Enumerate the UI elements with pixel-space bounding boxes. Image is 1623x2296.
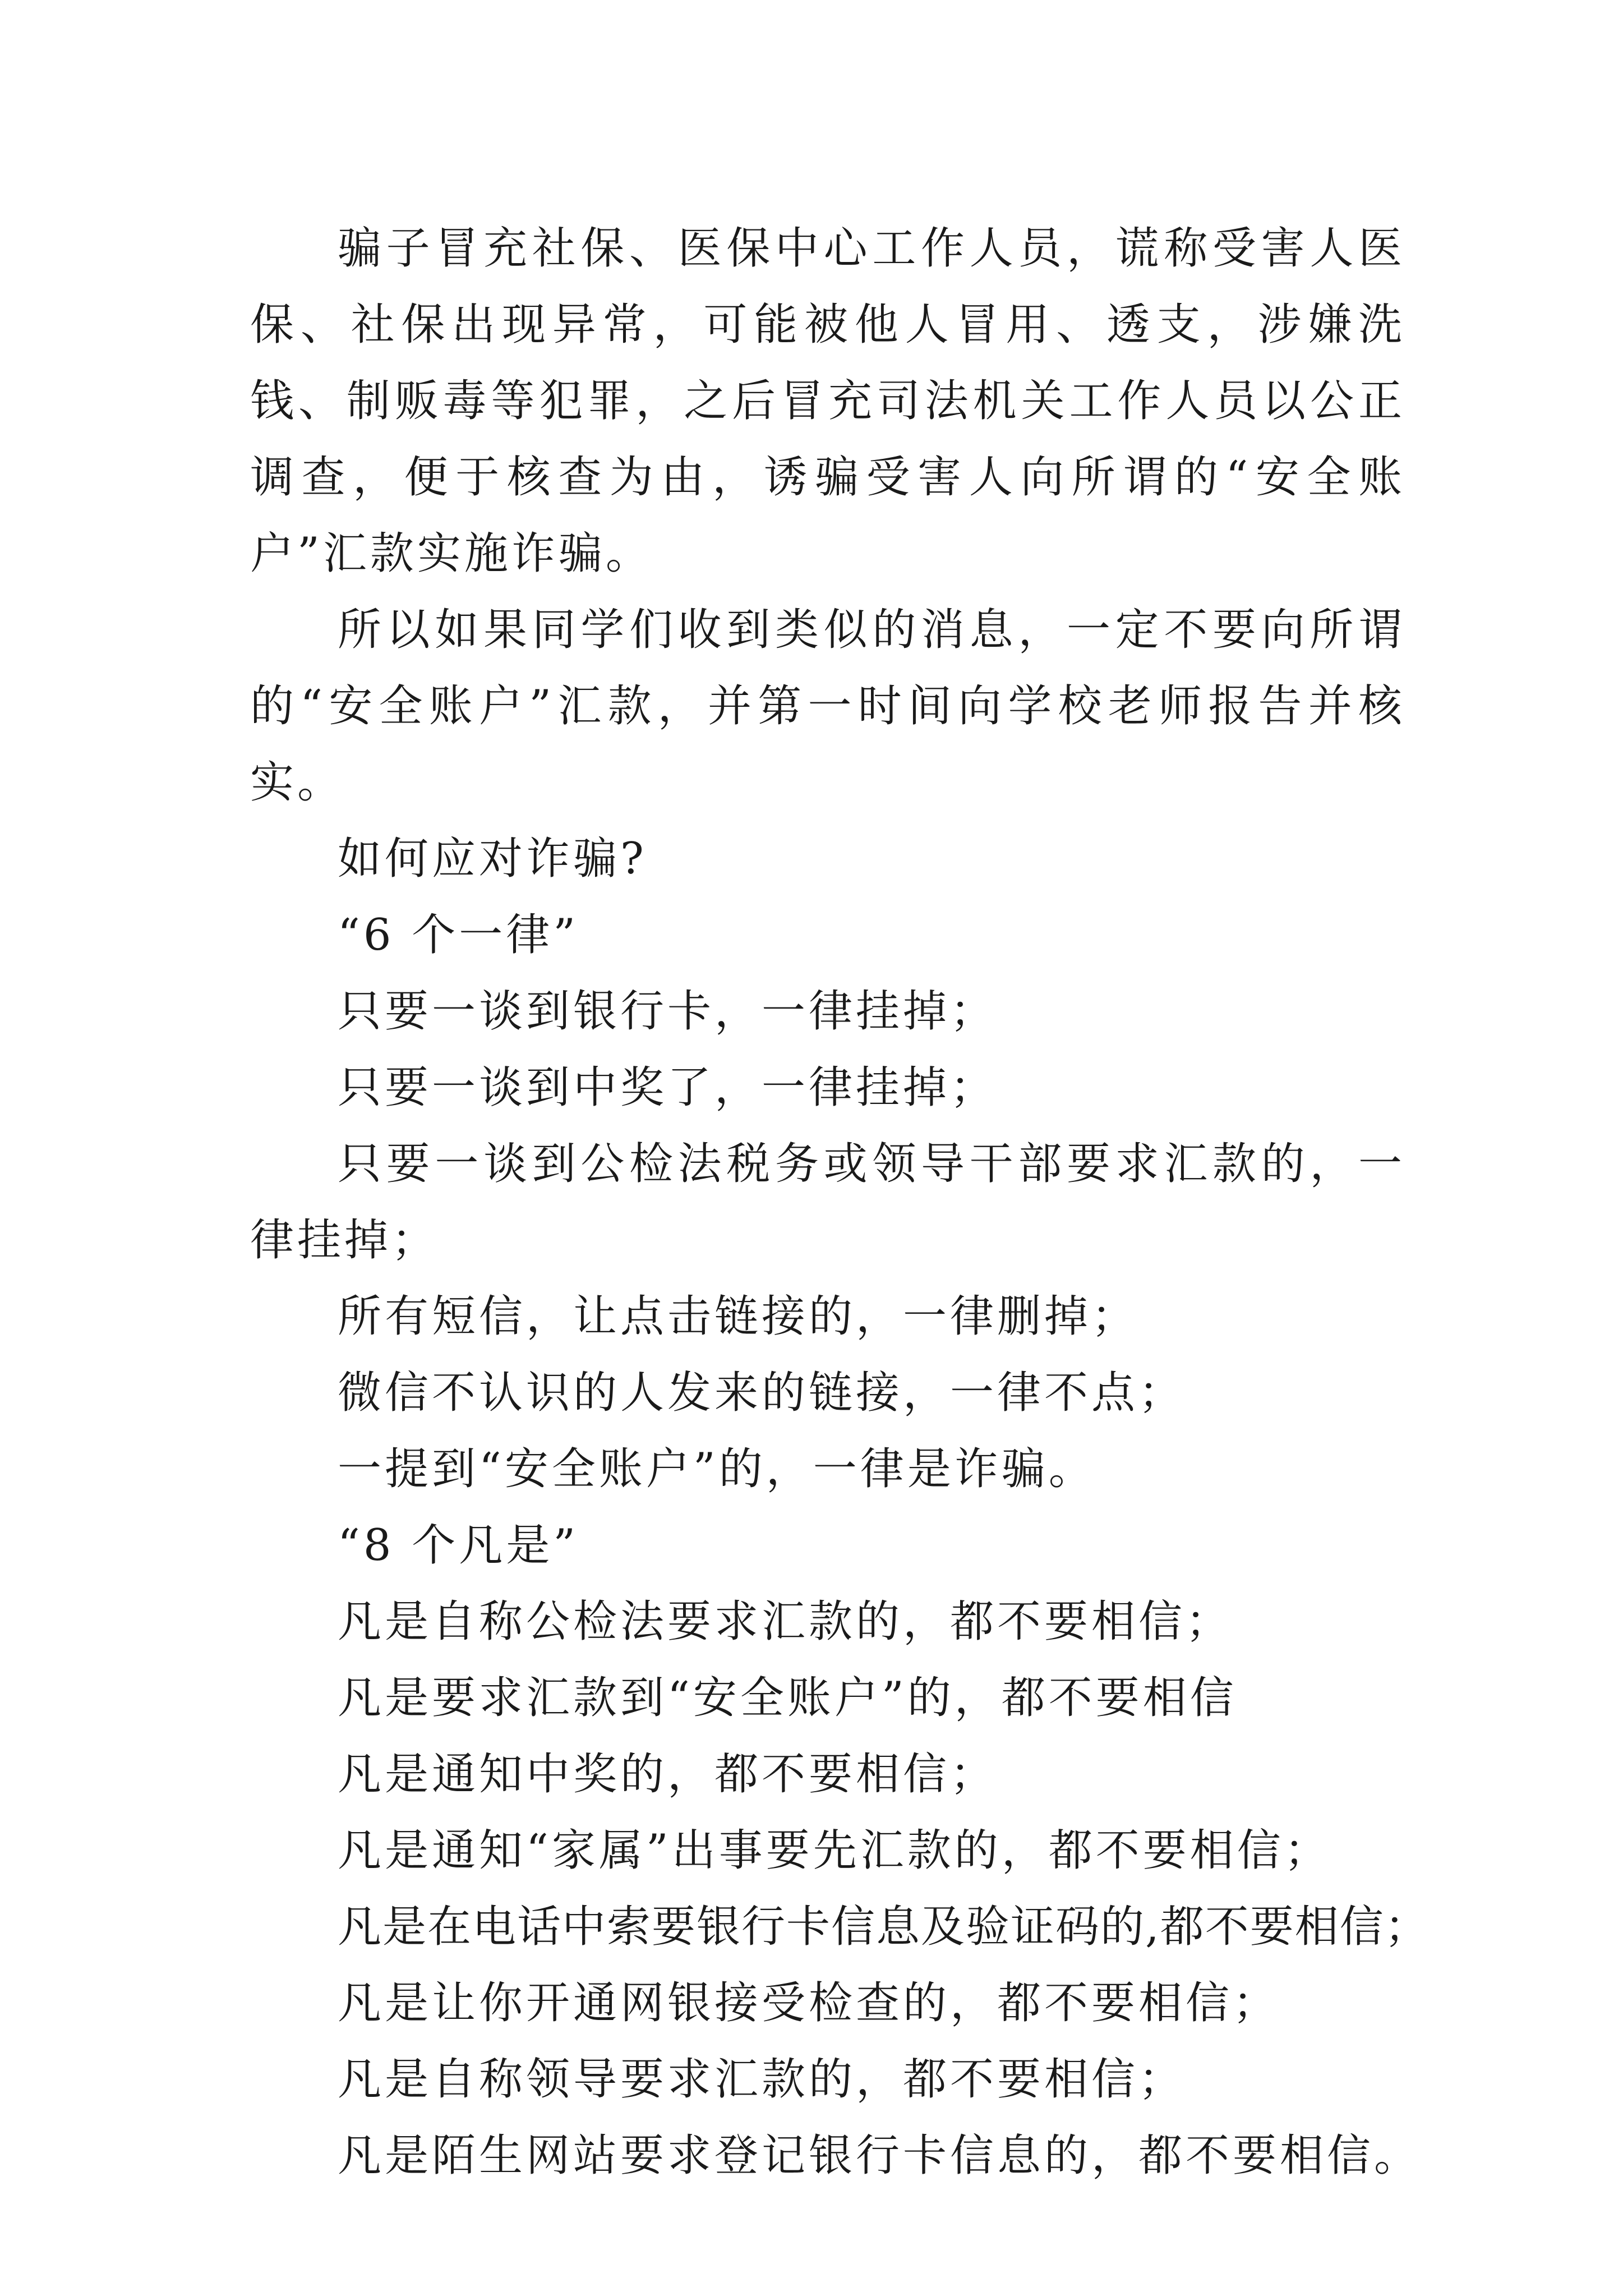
six-rules-item: 一提到“安全账户”的，一律是诈骗。 xyxy=(338,1444,1096,1494)
eight-rules-heading: “8 个凡是” xyxy=(338,1520,579,1571)
document-body xyxy=(250,210,1430,2194)
eight-rules-item: 凡是陌生网站要求登记银行卡信息的，都不要相信。 xyxy=(338,2131,1422,2181)
paragraph-scam-description: 骗子冒充社保、医保中心工作人员，谎称受害人医保、社保出现异常，可能被他人冒用、透支，涉嫌洗钱、制贩毒等犯罪，之后冒充司法机关工作人员以公正调查，便于核查为由，诱骗受害人向所谓的“安全账户”汇款实施诈骗。 xyxy=(250,223,1405,579)
eight-rules-item: 凡是通知“家属”出事要先汇款的，都不要相信； xyxy=(338,1825,1331,1876)
six-rules-heading: “6 个一律” xyxy=(338,910,579,960)
paragraph-advice: 所以如果同学们收到类似的消息，一定不要向所谓的“安全账户”汇款，并第一时间向学校老师报告并核实。 xyxy=(250,605,1405,808)
eight-rules-item: 凡是在电话中索要银行卡信息及验证码的,都不要相信； xyxy=(338,1902,1430,1952)
eight-rules-item: 凡是通知中奖的，都不要相信； xyxy=(338,1749,998,1800)
six-rules-item: 微信不认识的人发来的链接，一律不点； xyxy=(338,1368,1186,1418)
six-rules-item: 所有短信，让点击链接的，一律删掉； xyxy=(338,1291,1139,1342)
eight-rules-item: 凡是让你开通网银接受检查的，都不要相信； xyxy=(338,1978,1280,2028)
eight-rules-item: 凡是要求汇款到“安全账户”的，都不要相信 xyxy=(338,1673,1237,1723)
six-rules-item: 只要一谈到中奖了，一律挂掉； xyxy=(338,1062,998,1113)
six-rules-item: 只要一谈到银行卡，一律挂掉； xyxy=(338,986,998,1037)
question-heading: 如何应对诈骗? xyxy=(338,834,647,884)
eight-rules-item: 凡是自称公检法要求汇款的，都不要相信； xyxy=(338,1596,1233,1647)
eight-rules-item: 凡是自称领导要求汇款的，都不要相信； xyxy=(338,2054,1186,2105)
six-rules-item: 只要一谈到公检法税务或领导干部要求汇款的，一律挂掉； xyxy=(250,1139,1405,1266)
